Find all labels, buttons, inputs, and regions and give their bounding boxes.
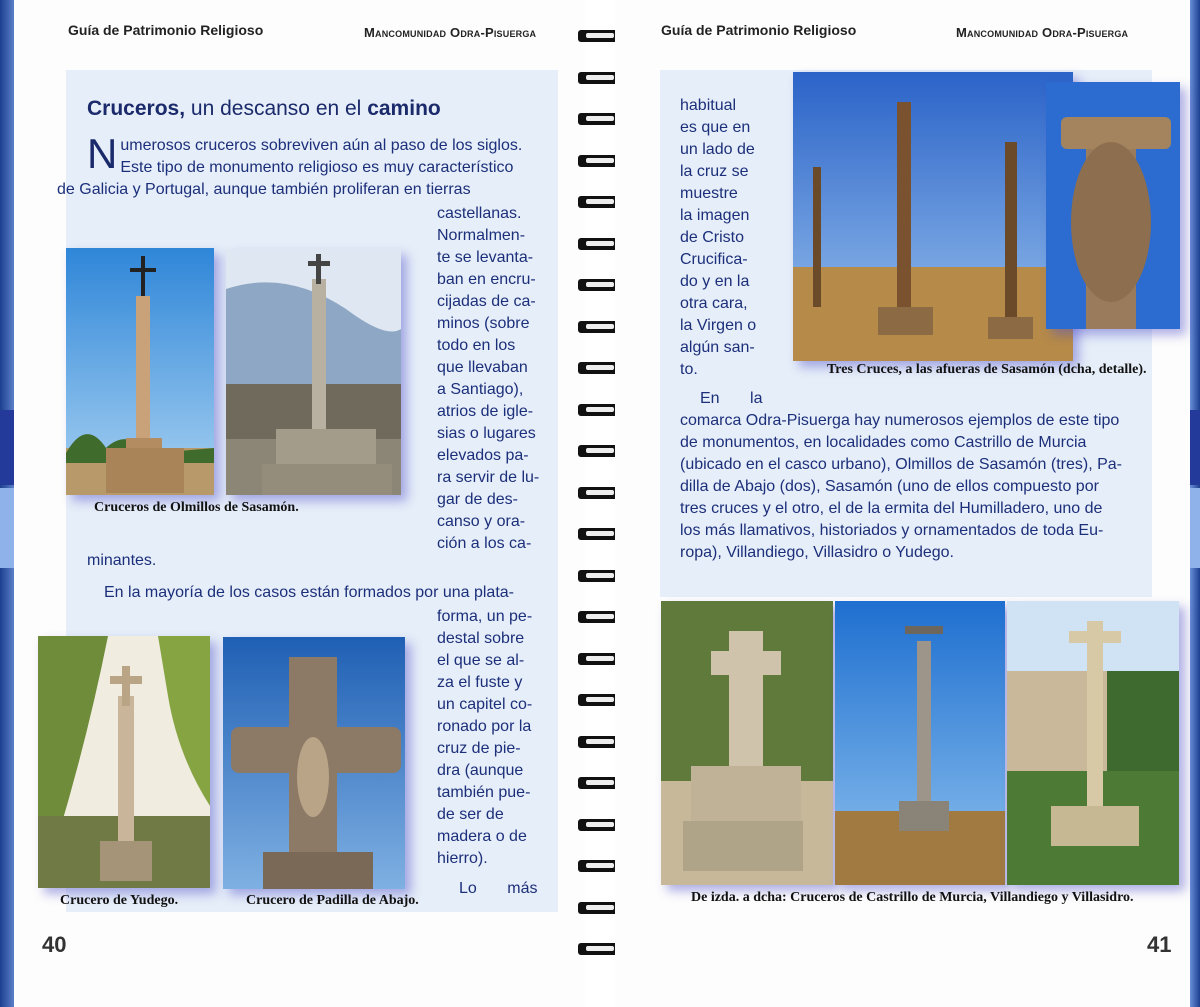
text-line: la imagen: [680, 207, 750, 224]
text-line: dilla de Abajo (dos), Sasamón (uno de ellos compuesto por: [680, 478, 1099, 495]
photo-crucero-padilla: [223, 637, 405, 889]
text-line: la cruz se: [680, 163, 749, 180]
text-line: tres cruces y el otro, el de la ermita del Humilladero, uno de: [680, 500, 1103, 517]
text-line: te se levanta-: [437, 249, 534, 266]
text-line: to.: [680, 361, 698, 378]
text-line: muestre: [680, 185, 738, 202]
main-paragraph: [680, 388, 1157, 564]
text-line: de Cristo: [680, 229, 745, 246]
photo-crucero-castrillo: [661, 601, 833, 885]
text-line: ban en encru-: [437, 271, 536, 288]
text-line: comarca Odra-Pisuerga hay numerosos ejemplos de este tipo: [680, 412, 1120, 429]
text-line: En la: [700, 390, 763, 407]
text-line: canso y ora-: [437, 513, 526, 530]
text-line: castellanas.: [437, 205, 522, 222]
text-line: también pue-: [437, 784, 531, 801]
text-line: minos (sobre: [437, 315, 530, 332]
text-line: un lado de: [680, 141, 755, 158]
text-line: ción a los ca-: [437, 535, 532, 552]
photo-crucero-olmillos-2: [226, 249, 401, 495]
thumb-tab: [0, 410, 14, 485]
text-line: Lo más: [459, 880, 538, 897]
caption-padilla: Crucero de Padilla de Abajo.: [246, 893, 419, 908]
text-line: es que en: [680, 119, 751, 136]
text-line: za el fuste y: [437, 674, 523, 691]
photo-tres-cruces: [793, 72, 1073, 361]
drop-cap: N: [87, 130, 118, 177]
text-line: (ubicado en el casco urbano), Olmillos de Sasamón (tres), Pa-: [680, 456, 1122, 473]
text-line: Este tipo de monumento religioso es muy característico: [120, 159, 514, 176]
text-line: forma, un pe-: [437, 608, 533, 625]
text-line: madera o de: [437, 828, 527, 845]
caption-tres-cruces: Tres Cruces, a las afueras de Sasamón (dcha, detalle).: [827, 362, 1147, 377]
section-title: Cruceros, un descanso en el camino: [87, 97, 441, 120]
text-line: cruz de pie-: [437, 740, 521, 757]
text-line: ra servir de lu-: [437, 469, 540, 486]
left-page: [0, 0, 585, 1007]
text-line: Crucifica-: [680, 251, 748, 268]
header-org: Mancomunidad Odra-Pisuerga: [956, 25, 1129, 40]
text-line: ropa), Villandiego, Villasidro o Yudego.: [680, 544, 954, 561]
text-line: ronado por la: [437, 718, 532, 735]
text-line: gar de des-: [437, 491, 518, 508]
text-line: destal sobre: [437, 630, 525, 647]
right-page: [615, 0, 1200, 1007]
text-line: habitual: [680, 97, 737, 114]
text-line: la Virgen o: [680, 317, 757, 334]
caption-olmillos: Cruceros de Olmillos de Sasamón.: [94, 500, 299, 515]
text-line: elevados pa-: [437, 447, 529, 464]
photo-crucero-yudego: [38, 636, 210, 888]
text-line: los más llamativos, historiados y ornamentados de toda Eu-: [680, 522, 1104, 539]
thumb-tab-light: [1190, 488, 1200, 568]
text-line: a Santiago),: [437, 381, 524, 398]
page-number: 40: [42, 932, 67, 957]
text-line: de Galicia y Portugal, aunque también proliferan en tierras: [57, 181, 471, 198]
text-line: algún san-: [680, 339, 755, 356]
photo-crucero-olmillos-1: [66, 248, 214, 495]
page-number: 41: [1147, 932, 1172, 957]
text-line: minantes.: [87, 552, 157, 569]
text-line: un capitel co-: [437, 696, 533, 713]
intro-paragraph: [57, 130, 542, 201]
text-line: umerosos cruceros sobreviven aún al paso de los siglos.: [120, 137, 523, 154]
text-line: cijadas de ca-: [437, 293, 536, 310]
text-line: todo en los: [437, 337, 516, 354]
caption-yudego: Crucero de Yudego.: [60, 893, 179, 908]
text-line: do y en la: [680, 273, 750, 290]
text-column: [680, 95, 768, 381]
header-org: Mancomunidad Odra-Pisuerga: [364, 25, 537, 40]
text-line: sias o lugares: [437, 425, 536, 442]
text-line: hierro).: [437, 850, 488, 867]
text-line: atrios de igle-: [437, 403, 534, 420]
caption-bottom: De izda. a dcha: Cruceros de Castrillo de Murcia, Villandiego y Villasidro.: [691, 890, 1134, 905]
photo-crucero-villasidro: [1007, 601, 1179, 885]
text-line: otra cara,: [680, 295, 748, 312]
photo-crucero-villandiego: [835, 601, 1005, 885]
text-line: que llevaban: [437, 359, 528, 376]
text-line: Normalmen-: [437, 227, 526, 244]
photo-tres-cruces-detalle: [1046, 82, 1180, 329]
text-line: el que se al-: [437, 652, 525, 669]
thumb-tab-light: [0, 488, 14, 568]
header-title: Guía de Patrimonio Religioso: [661, 22, 857, 38]
text-line: de ser de: [437, 806, 504, 823]
text-line: dra (aunque: [437, 762, 524, 779]
header-title: Guía de Patrimonio Religioso: [68, 22, 264, 38]
text-column: [437, 203, 540, 555]
text-line: de monumentos, en localidades como Castrillo de Murcia: [680, 434, 1087, 451]
text-column: [437, 606, 540, 870]
thumb-tab: [1190, 410, 1200, 485]
text-line: En la mayoría de los casos están formados por una plata-: [104, 584, 514, 601]
